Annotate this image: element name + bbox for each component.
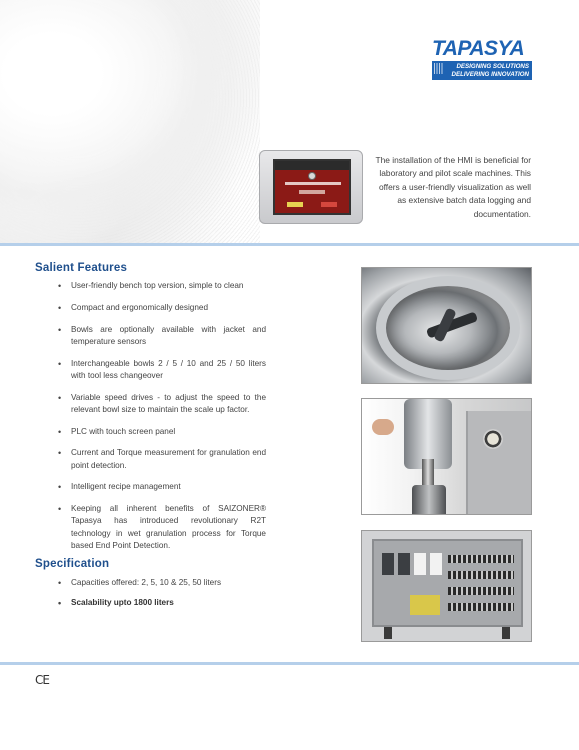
list-item: • Compact and ergonomically designed (58, 302, 266, 314)
list-item: • User-friendly bench top version, simple to clean (58, 280, 266, 292)
list-item: • Variable speed drives - to adjust the speed to the relevant bowl size to maintain the scale up factor. (58, 392, 266, 416)
hmi-screen (273, 159, 351, 215)
ce-mark: CE (35, 673, 49, 687)
top-divider (0, 243, 579, 246)
bottom-divider (0, 662, 579, 665)
hmi-description: The installation of the HMI is beneficial for laboratory and pilot scale machines. This offers a user-friendly visualization as well as extensive batch data logging and documentation. (375, 155, 531, 219)
list-item: • Scalability upto 1800 liters (58, 597, 266, 609)
list-item: • Intelligent recipe management (58, 481, 266, 493)
salient-features-list (58, 280, 266, 562)
specification-heading: Specification (35, 558, 110, 570)
logo-wordmark: TAPASYA (432, 37, 525, 60)
list-item: • PLC with touch screen panel (58, 426, 266, 438)
list-item: • Bowls are optionally available with jacket and temperature sensors (58, 324, 266, 348)
list-item: • Interchangeable bowls 2 / 5 / 10 and 25 / 50 liters with tool less changeover (58, 358, 266, 382)
tagline-line-2: DELIVERING INNOVATION (451, 70, 529, 78)
salient-features-heading: Salient Features (35, 262, 128, 274)
powder-image (0, 0, 260, 245)
tagline-line-1: DESIGNING SOLUTIONS (456, 63, 529, 70)
bowl-changeover-photo (361, 398, 532, 515)
list-item: • Capacities offered: 2, 5, 10 & 25, 50 liters (58, 577, 266, 589)
tapasya-logo[interactable] (432, 38, 532, 80)
control-panel-photo (361, 530, 532, 642)
logo-tagline (432, 61, 532, 80)
specification-list (58, 577, 266, 617)
mixer-bowl-photo (361, 267, 532, 384)
list-item: • Current and Torque measurement for granulation end point detection. (58, 447, 266, 471)
hmi-panel-image (259, 150, 363, 224)
list-item: • Keeping all inherent benefits of SAIZONER® Tapasya has introduced revolutionary R2T technology in wet granulation process for Torque based End Point Detection. (58, 503, 266, 552)
